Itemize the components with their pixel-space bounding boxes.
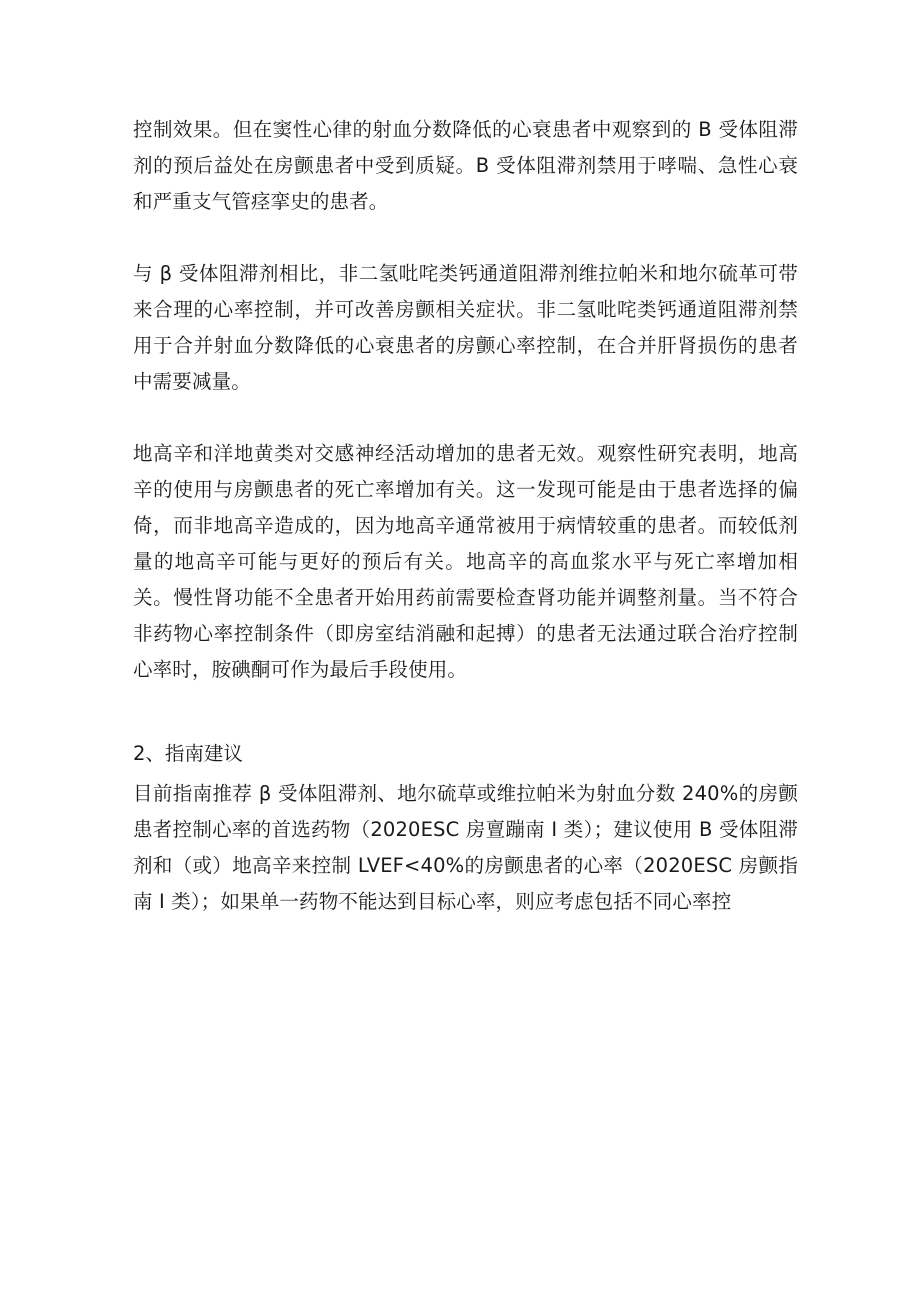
paragraph-beta-blocker-prognosis: 控制效果。但在窦性心律的射血分数降低的心衰患者中观察到的 Β 受体阻滞剂的预后益处在房颤患者中受到质疑。Β 受体阻滞剂禁用于哮喘、急性心衰和严重支气管痉挛史的患者。 bbox=[133, 118, 798, 213]
paragraph-guideline-recommendations: 目前指南推荐 β 受体阻滞剂、地尔硫草或维拉帕米为射血分数 240%的房颤患者控制心率的首选药物（2020ESC 房亶蹦南 I 类）；建议使用 Β 受体阻滞剂和（或）地高辛来控制 LVEF<40%的房颤患者的心率（2020ESC 房颤指南 I 类）；如果单一药物不能达到目标心率，则应考虑包括不同心率控 bbox=[133, 782, 798, 913]
document-body bbox=[133, 112, 798, 920]
section-heading-guideline: 2、指南建议 bbox=[133, 742, 243, 765]
paragraph-calcium-channel-blockers: 与 β 受体阻滞剂相比，非二氢吡咤类钙通道阻滞剂维拉帕米和地尔硫革可带来合理的心率控制，并可改善房颤相关症状。非二氢吡咤类钙通道阻滞剂禁用于合并射血分数降低的心衰患者的房颤心率控制，在合并肝肾损伤的患者中需要减量。 bbox=[133, 262, 798, 393]
paragraph-digoxin: 地高辛和洋地黄类对交感神经活动增加的患者无效。观察性研究表明，地高辛的使用与房颤患者的死亡率增加有关。这一发现可能是由于患者选择的偏倚，而非地高辛造成的，因为地高辛通常被用于病情较重的患者。而较低剂量的地高辛可能与更好的预后有关。地高辛的高血浆水平与死亡率增加相关。慢性肾功能不全患者开始用药前需要检查肾功能并调整剂量。当不符合非药物心率控制条件（即房室结消融和起搏）的患者无法通过联合治疗控制心率时，胺碘酮可作为最后手段使用。 bbox=[133, 442, 798, 681]
